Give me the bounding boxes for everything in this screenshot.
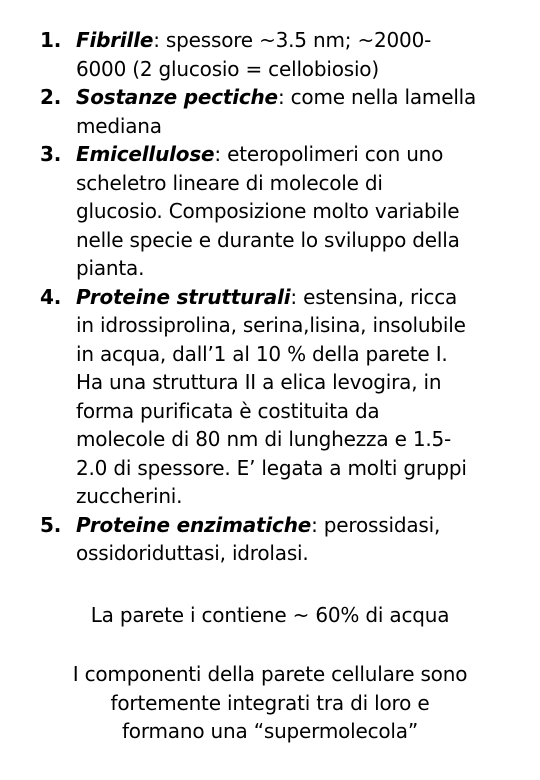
list-item — [40, 26, 520, 83]
item-text: ossidoriduttasi, idrolasi. — [76, 541, 309, 565]
item-text: forma purificata è costituita da — [76, 398, 380, 423]
item-text: scheletro lineare di molecole di — [76, 170, 383, 195]
item-term: Fibrille — [76, 28, 154, 52]
item-number: 5. — [40, 512, 62, 537]
item-text: zuccherini. — [76, 484, 183, 508]
item-term: Sostanze pectiche — [76, 85, 278, 109]
item-text: 2.0 di spessore. E’ legata a molti gruppi — [76, 455, 467, 480]
item-text: : eteropolimeri con uno — [214, 142, 444, 166]
item-number: 3. — [40, 142, 62, 166]
list-item — [40, 283, 520, 511]
item-number: 4. — [40, 284, 62, 309]
summary-line: fortemente integrati tra di loro e — [110, 690, 430, 715]
item-text: in acqua, dall’1 al 10 % della parete I. — [76, 341, 448, 366]
item-text: glucosio. Composizione molto variabile — [76, 199, 460, 223]
water-content-text: La parete i contiene ~ 60% di acqua — [90, 603, 450, 627]
item-text: 6000 (2 glucosio = cellobiosio) — [76, 56, 379, 81]
item-text: molecole di 80 nm di lunghezza e 1.5- — [76, 427, 452, 451]
item-term: Proteine enzimatiche — [76, 512, 312, 537]
item-text: in idrossiprolina, serina,lisina, insolubile — [76, 313, 466, 337]
summary-paragraph — [0, 660, 540, 746]
item-text: : perossidasi, — [311, 512, 441, 537]
item-term: Emicellulose — [76, 142, 215, 166]
item-text: mediana — [76, 113, 162, 138]
water-content-note — [0, 601, 540, 630]
summary-line: I componenti della parete cellulare sono — [72, 662, 468, 686]
list-item — [40, 83, 520, 140]
list-item — [40, 511, 520, 568]
item-text: : come nella lamella — [277, 85, 477, 109]
wall-components-list — [40, 26, 520, 568]
item-text: Ha una struttura II a elica levogira, in — [76, 370, 442, 394]
item-term: Proteine strutturali — [76, 284, 291, 309]
summary-line: formano una “supermolecola” — [121, 719, 419, 743]
item-text: : estensina, ricca — [290, 284, 458, 309]
item-number: 2. — [40, 85, 62, 109]
item-text: pianta. — [76, 256, 145, 280]
item-number: 1. — [40, 28, 62, 52]
item-text: : spessore ~3.5 nm; ~2000- — [153, 28, 432, 52]
item-text: nelle specie e durante lo sviluppo della — [76, 227, 460, 252]
list-item — [40, 140, 520, 283]
